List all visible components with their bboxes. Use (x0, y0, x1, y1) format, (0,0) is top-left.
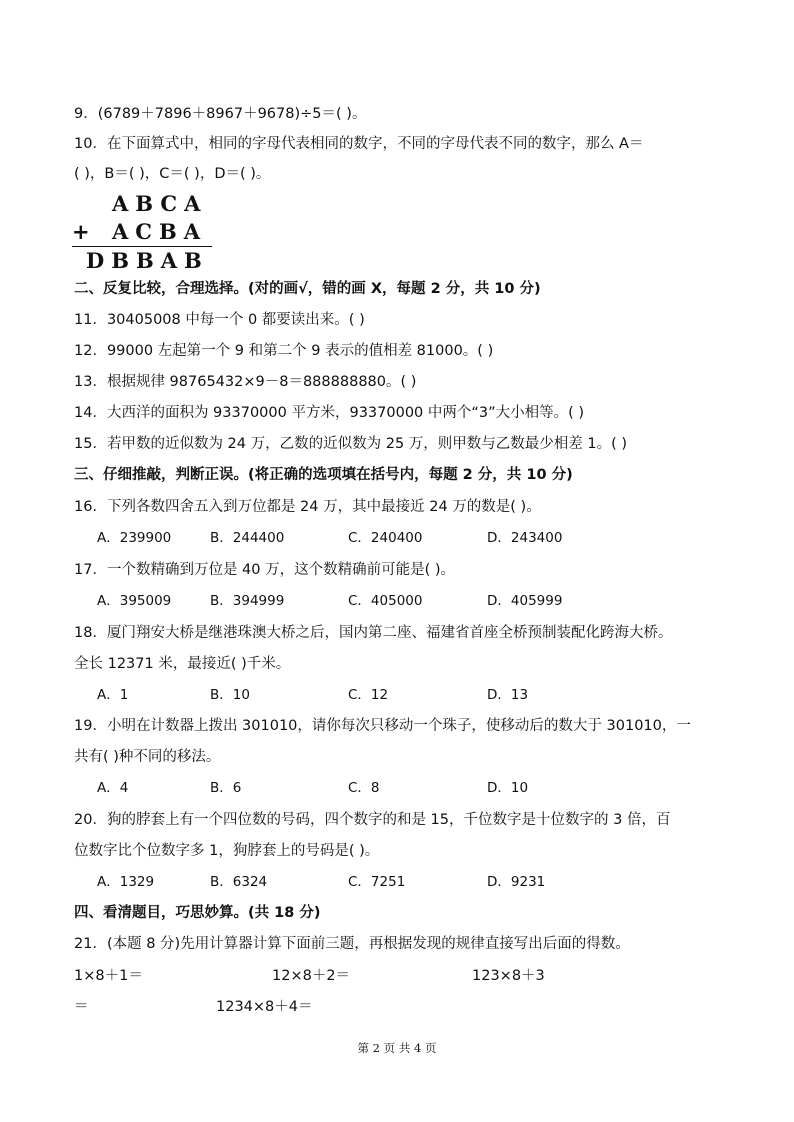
q18-option-d: D．13 (487, 687, 529, 703)
puzzle-plus-sign: + (72, 220, 97, 244)
question-18-line1: 18．厦门翔安大桥是继港珠澳大桥之后，国内第二座、福建省首座全桥预制装配化跨海大桥。 (74, 625, 673, 641)
q21-calc-3-equals: ＝ (74, 999, 89, 1015)
question-19-line1: 19．小明在计数器上拨出 301010，请你每次只移动一个珠子，使移动后的数大于 301010，一 (74, 718, 691, 734)
q16-option-b: B．244400 (210, 530, 285, 546)
q20-option-c: C．7251 (348, 874, 406, 890)
q21-calc-3: 123×8＋3 (472, 968, 545, 984)
q19-option-b: B．6 (210, 780, 242, 796)
section-3-heading: 三、仔细推敲，判断正误。(将正确的选项填在括号内，每题 2 分，共 10 分) (74, 467, 573, 483)
section-4-heading: 四、看清题目，巧思妙算。(共 18 分) (74, 905, 321, 921)
question-14: 14．大西洋的面积为 93370000 平方米，93370000 中两个“3”大小相等。( ) (74, 405, 585, 421)
question-21: 21．(本题 8 分)先用计算器计算下面前三题，再根据发现的规律直接写出后面的得数。 (74, 936, 630, 952)
question-19-line2: 共有( )种不同的移法。 (74, 749, 221, 765)
question-15: 15．若甲数的近似数为 24 万，乙数的近似数为 25 万，则甲数与乙数最少相差 1。( ) (74, 436, 628, 452)
question-18-line2: 全长 12371 米，最接近( )千米。 (74, 656, 291, 672)
puzzle-result: DBBAB (86, 248, 209, 273)
q20-option-b: B．6324 (210, 874, 268, 890)
q16-option-d: D．243400 (487, 530, 563, 546)
question-13: 13．根据规律 98765432×9－8＝888888880。( ) (74, 374, 417, 390)
question-20-line2: 位数字比个位数字多 1，狗脖套上的号码是( )。 (74, 843, 380, 859)
question-12: 12．99000 左起第一个 9 和第二个 9 表示的值相差 81000。( ) (74, 343, 494, 359)
q18-option-a: A．1 (97, 687, 129, 703)
q17-option-b: B．394999 (210, 593, 285, 609)
puzzle-sum-line (72, 246, 212, 247)
page-footer: 第 2 页 共 4 页 (357, 1041, 437, 1055)
q18-option-c: C．12 (348, 687, 389, 703)
q20-option-a: A．1329 (97, 874, 155, 890)
q16-option-a: A．239900 (97, 530, 172, 546)
section-2-heading: 二、反复比较，合理选择。(对的画√，错的画 X，每题 2 分，共 10 分) (74, 281, 541, 297)
puzzle-row2: ACBA (112, 219, 208, 244)
q17-option-c: C．405000 (348, 593, 423, 609)
question-16: 16．下列各数四舍五入到万位都是 24 万，其中最接近 24 万的数是( )。 (74, 499, 541, 515)
question-10-line2: ( )，B＝( )，C＝( )，D＝( )。 (74, 166, 271, 182)
question-17: 17．一个数精确到万位是 40 万，这个数精确前可能是( )。 (74, 562, 456, 578)
question-11: 11．30405008 中每一个 0 都要读出来。( ) (74, 312, 365, 328)
question-10-line1: 10．在下面算式中，相同的字母代表相同的数字，不同的字母代表不同的数字，那么 A＝ (74, 136, 644, 152)
q18-option-b: B．10 (210, 687, 250, 703)
q16-option-c: C．240400 (348, 530, 423, 546)
q21-calc-4: 1234×8＋4＝ (216, 999, 313, 1015)
puzzle-row1: ABCA (112, 191, 208, 216)
q17-option-a: A．395009 (97, 593, 172, 609)
q21-calc-1: 1×8＋1＝ (74, 968, 143, 984)
q20-option-d: D．9231 (487, 874, 546, 890)
q19-option-a: A．4 (97, 780, 129, 796)
q19-option-d: D．10 (487, 780, 529, 796)
question-20-line1: 20．狗的脖套上有一个四位数的号码，四个数字的和是 15，千位数字是十位数字的 3 倍，百 (74, 812, 671, 828)
q21-calc-2: 12×8＋2＝ (272, 968, 351, 984)
q19-option-c: C．8 (348, 780, 380, 796)
q17-option-d: D．405999 (487, 593, 563, 609)
question-9: 9．(6789＋7896＋8967＋9678)÷5＝( )。 (74, 106, 367, 122)
